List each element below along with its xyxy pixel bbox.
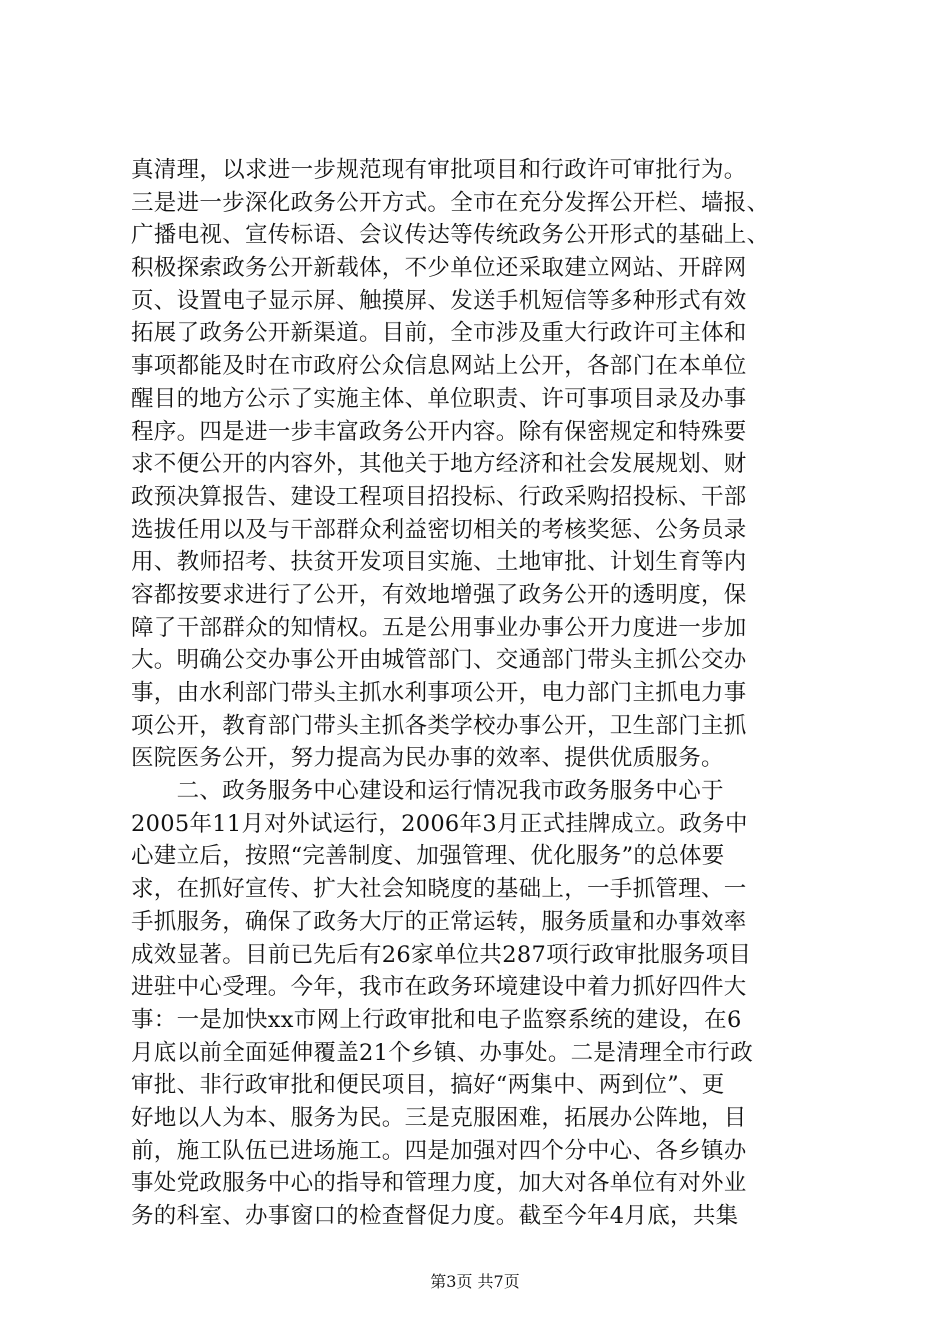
text-line: 容都按要求进行了公开，有效地增强了政务公开的透明度，保 xyxy=(131,581,747,608)
text-line: 三是进一步深化政务公开方式。全市在充分发挥公开栏、墙报、 xyxy=(131,189,770,216)
text-line: 醒目的地方公示了实施主体、单位职责、许可事项目录及办事 xyxy=(131,385,747,412)
text-line: 大。明确公交办事公开由城管部门、交通部门带头主抓公交办 xyxy=(131,647,747,674)
text-line: 障了干部群众的知情权。五是公用事业办事公开力度进一步加 xyxy=(131,614,747,641)
text-line: 手抓服务，确保了政务大厅的正常运转，服务质量和办事效率 xyxy=(131,908,747,935)
text-line: 真清理，以求进一步规范现有审批项目和行政许可审批行为。 xyxy=(131,157,747,183)
text-line: 广播电视、宣传标语、会议传达等传统政务公开形式的基础上、 xyxy=(131,222,770,249)
text-line: 拓展了政务公开新渠道。目前，全市涉及重大行政许可主体和 xyxy=(131,320,747,347)
text-line: 求，在抓好宣传、扩大社会知晓度的基础上，一手抓管理、一 xyxy=(131,876,747,903)
text-line: 审批、非行政审批和便民项目，搞好“两集中、两到位”、更 xyxy=(131,1072,725,1099)
text-line: 政预决算报告、建设工程项目招投标、行政采购招投标、干部 xyxy=(131,483,747,510)
text-line: 医院医务公开，努力提高为民办事的效率、提供优质服务。 xyxy=(131,745,724,772)
text-line: 事项都能及时在市政府公众信息网站上公开，各部门在本单位 xyxy=(131,353,747,380)
body-text xyxy=(131,154,827,1233)
text-line: 事：一是加快xx市网上行政审批和电子监察系统的建设，在6 xyxy=(131,1006,742,1033)
text-line: 好地以人为本、服务为民。三是克服困难，拓展办公阵地，目 xyxy=(131,1104,747,1131)
text-line: 月底以前全面延伸覆盖21个乡镇、办事处。二是清理全市行政 xyxy=(131,1039,754,1066)
text-line: 事，由水利部门带头主抓水利事项公开，电力部门主抓电力事 xyxy=(131,680,747,706)
text-line: 2005年11月对外试运行，2006年3月正式挂牌成立。政务中 xyxy=(131,810,748,837)
page-footer: 第3页 共7页 xyxy=(430,1272,520,1291)
text-line: 二、政务服务中心建设和运行情况我市政务服务中心于 xyxy=(131,778,724,805)
text-line: 事处党政服务中心的指导和管理力度，加大对各单位有对外业 xyxy=(131,1170,747,1197)
text-line: 务的科室、办事窗口的检查督促力度。截至今年4月底，共集 xyxy=(131,1203,739,1229)
text-line: 用、教师招考、扶贫开发项目实施、土地审批、计划生育等内 xyxy=(131,549,747,576)
text-line: 心建立后，按照“完善制度、加强管理、优化服务”的总体要 xyxy=(131,843,725,870)
text-line: 前，施工队伍已进场施工。四是加强对四个分中心、各乡镇办 xyxy=(131,1137,747,1164)
text-line: 选拔任用以及与干部群众利益密切相关的考核奖惩、公务员录 xyxy=(131,516,747,543)
text-line: 进驻中心受理。今年，我市在政务环境建设中着力抓好四件大 xyxy=(131,974,747,1001)
text-line: 求不便公开的内容外，其他关于地方经济和社会发展规划、财 xyxy=(131,451,747,478)
text-line: 页、设置电子显示屏、触摸屏、发送手机短信等多种形式有效 xyxy=(131,287,747,314)
text-line: 程序。四是进一步丰富政务公开内容。除有保密规定和特殊要 xyxy=(131,418,747,445)
text-line: 项公开，教育部门带头主抓各类学校办事公开，卫生部门主抓 xyxy=(131,712,747,739)
text-line: 积极探索政务公开新载体，不少单位还采取建立网站、开辟网 xyxy=(131,255,747,282)
text-line: 成效显著。目前已先后有26家单位共287项行政审批服务项目 xyxy=(131,941,752,968)
